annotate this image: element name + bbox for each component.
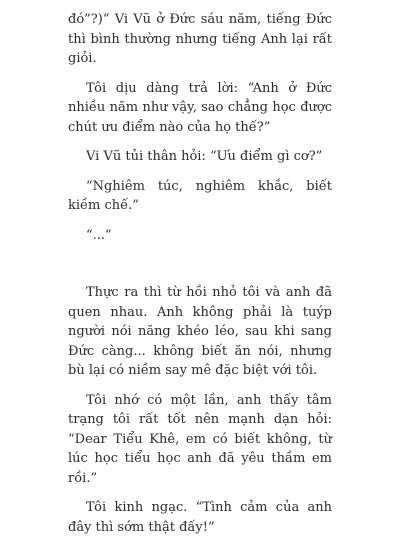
paragraph: “...”	[86, 227, 112, 243]
paragraph: Tôi dịu dàng trả lời: “Anh ở Đức nhiều năm như vậy, sao chẳng học được chút ưu điểm nào của họ thế?”	[68, 80, 332, 135]
text-block-after	[68, 283, 332, 537]
paragraph: đó”?)” Vi Vũ ở Đức sáu năm, tiếng Đức thì bình thường nhưng tiếng Anh lại rất giỏi.	[68, 12, 332, 66]
paragraph: “Nghiêm túc, nghiêm khắc, biết kiềm chế.”	[68, 178, 332, 213]
text-block-before	[68, 10, 332, 245]
paragraph: Tôi kinh ngạc. “Tình cảm của anh đây thì sớm thật đấy!”	[68, 500, 332, 535]
paragraph: Vi Vũ tủi thân hỏi: “Ưu điểm gì cơ?”	[86, 149, 323, 164]
paragraph: Tôi nhớ có một lần, anh thấy tâm trạng tôi rất tốt nên mạnh dạn hỏi: “Dear Tiểu Khê, em có biết không, từ lúc học tiểu học anh đã yêu thầm em rồi.”	[68, 392, 332, 486]
paragraph: Thực ra thì từ hồi nhỏ tôi và anh đã quen nhau. Anh không phải là tuýp người nói năng khéo léo, sau khi sang Đức càng... không biết ăn nói, nhưng bù lại có niềm say mê đặc biệt với tôi.	[68, 285, 332, 378]
section-break	[68, 255, 332, 283]
